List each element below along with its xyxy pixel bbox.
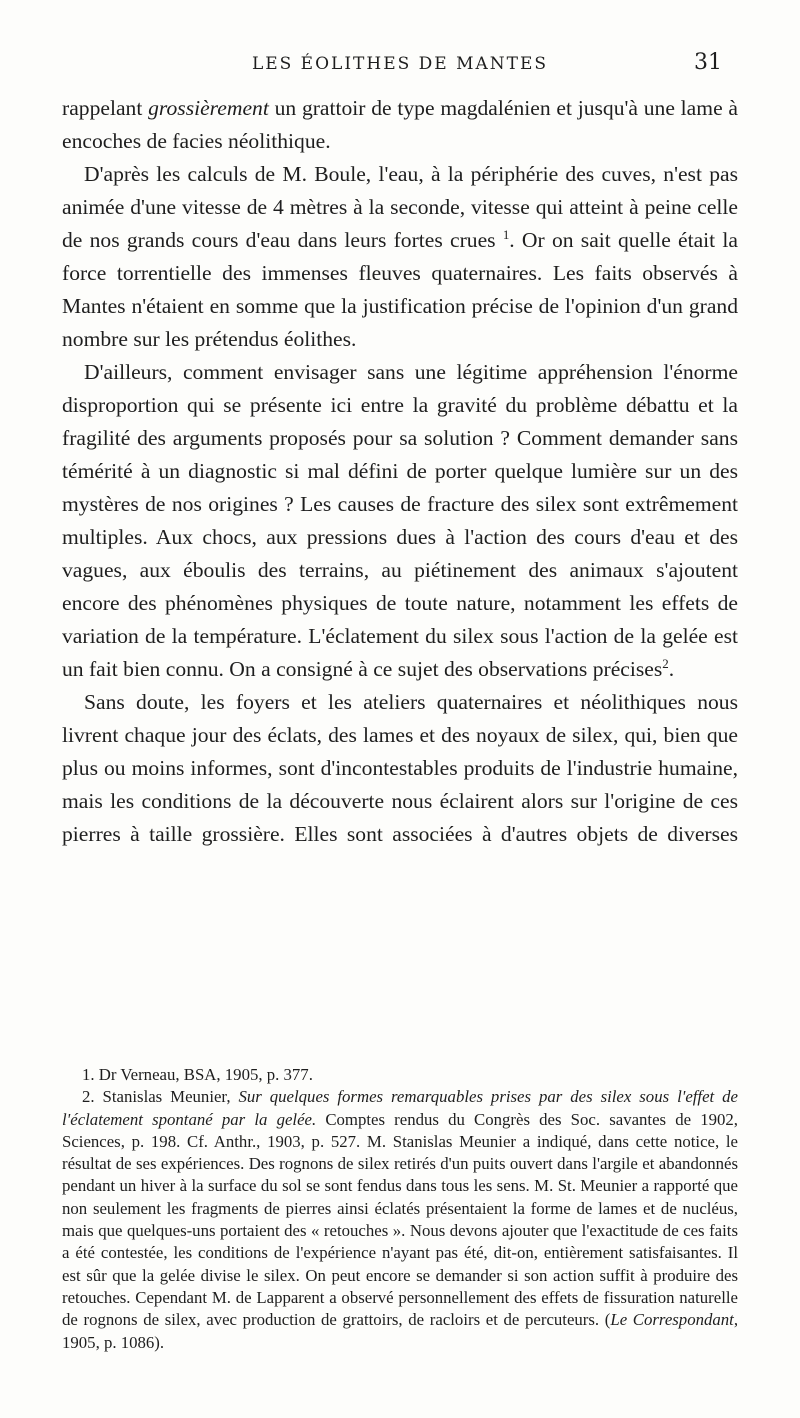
- paragraph-2: D'après les calculs de M. Boule, l'eau, à la périphérie des cuves, n'est pas animée d'une vitesse de 4 mètres à la seconde, vitesse qui atteint à peine celle de nos grands cours d'eau dans leurs fortes crues $^1$. Or on sait quelle était la force torrentielle des immenses fleuves quaternaires. Les faits observés à Mantes n'étaient en somme que la justification précise de l'opinion d'un grand nombre sur les prétendus éolithes.: [62, 162, 739, 351]
- page-header: [0, 50, 800, 90]
- footnote-1: 1. Dr Verneau, BSA, 1905, p. 377.: [82, 1065, 313, 1084]
- body-text: [62, 92, 738, 851]
- paragraph-4: Sans doute, les foyers et les ateliers quaternaires et néolithiques nous livrent chaque jour des éclats, des lames et des noyaux de silex, qui, bien que plus ou moins informes, sont d'incontestables produits de l'industrie humaine, mais les conditions de la découverte nous éclairent alors sur l'origine de ces pierres à taille grossière. Elles sont associées à d'autres objets de diverses: [62, 690, 738, 846]
- running-title: LES ÉOLITHES DE MANTES: [251, 54, 549, 74]
- paragraph-3: D'ailleurs, comment envisager sans une légitime appréhension l'énorme disproportion qui se présente ici entre la gravité du problème débattu et la fragilité des arguments proposés pour sa solution ? Comment demander sans témérité à un diagnostic si mal défini de porter quelque lumière sur un des mystères de nos origines ? Les causes de fracture des silex sont extrêmement multiples. Aux chocs, aux pressions dues à l'action des cours d'eau et des vagues, aux éboulis des terrains, au piétinement des animaux s'ajoutent encore des phénomènes physiques de toute nature, notamment les effets de variation de la température. L'éclatement du silex sous l'action de la gelée est un fait bien connu. On a consigné à ce sujet des observations précises$^2$.: [62, 360, 738, 681]
- paragraph-1: rappelant grossièrement un grattoir de type magdalénien et jusqu'à une lame à encoches de facies néolithique.: [62, 96, 738, 153]
- footnotes: [62, 1064, 738, 1354]
- footnote-ref-1: 1: [502, 226, 510, 242]
- footnote-2: 2. Stanislas Meunier, Sur quelques formes remarquables prises par des silex sous l'effet de l'éclatement spontané par la gelée. Comptes rendus du Congrès des Soc. savantes de 1902, Sciences, p. 198. Cf. Anthr., 1903, p. 527. M. Stanislas Meunier a indiqué, dans cette notice, le résultat de ses expériences. Des rognons de silex retirés d'un puits ouvert dans l'argile et abandonnés pendant un hiver à la surface du sol se sont fendus dans tous les sens. M. St. Meunier a rapporté que non seulement les fragments de pierres ainsi éclatés présentaient la forme de lames et de nucléus, mais que quelques-uns portaient des « retouches ». Nous devons ajouter que l'exactitude de ces faits a été contestée, les conditions de l'expérience n'ayant pas été, dit-on, entièrement satisfaisantes. Il est sûr que la gelée divise le silex. On peut encore se demander si son action suffit à produire des retouches. Cependant M. de Lapparent a observé personnellement des effets de fissuration naturelle de rognons de silex, avec production de grattoirs, de racloirs et de percuteurs. (Le Correspondant, 1905, p. 1086).: [62, 1087, 739, 1352]
- page-number: 31: [694, 50, 722, 75]
- footnote-ref-2: 2: [662, 655, 669, 671]
